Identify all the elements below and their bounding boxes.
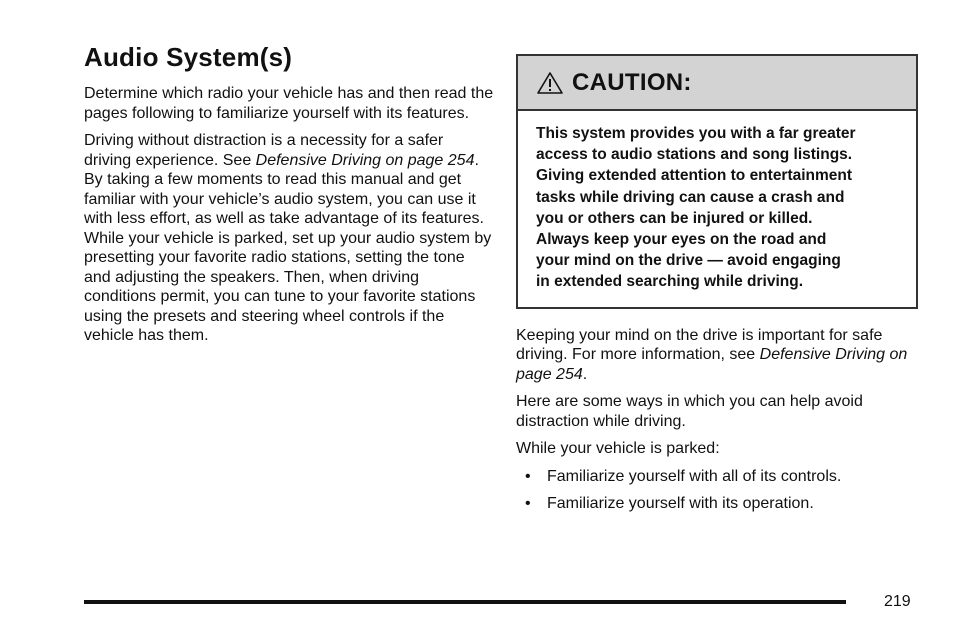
keep-mind-text-b: . [582, 365, 588, 383]
distraction-paragraph [84, 131, 494, 346]
parked-list [516, 467, 918, 514]
keep-mind-text-a: Keeping your mind on the drive is important for safe driving. For more information, see [516, 326, 883, 364]
distraction-text-b: . By taking a few moments to read this manual and get familiar with your vehicle’s audio system, you can use it with less effort, as well as take advantage of its features. While your vehicle is parked, set up your audio system by presetting your favorite radio stations, setting the tone and adjusting the speakers. Then, when driving conditions permit, you can tune to your favorite stations using the presets and steering wheel controls if the vehicle has them. [84, 151, 492, 344]
caution-line: This system provides you with a far greater [536, 125, 856, 142]
list-item [516, 467, 918, 487]
section-title: Audio System(s) [84, 42, 293, 72]
bullet-icon: • [525, 467, 531, 485]
keep-mind-paragraph [516, 326, 918, 385]
list-item [516, 494, 918, 514]
distraction-text-a: Driving without distraction is a necessity for a safer driving experience. See [84, 132, 444, 169]
list-item-text: Familiarize yourself with all of its controls. [547, 467, 842, 485]
intro-paragraph: Determine which radio your vehicle has and then read the pages following to familiarize yourself with its features. [84, 85, 494, 122]
caution-line: Always keep your eyes on the road and [536, 231, 827, 249]
caution-header [518, 56, 916, 111]
footer-rule [84, 600, 846, 604]
parked-paragraph: While your vehicle is parked: [516, 440, 720, 458]
right-text [516, 326, 918, 514]
page-number: 219 [884, 593, 911, 610]
caution-line: your mind on the drive — avoid engaging [536, 252, 841, 270]
caution-text [518, 111, 916, 307]
defensive-driving-reference-2: Defensive Driving on page 254 [516, 346, 908, 383]
warning-triangle-icon [536, 71, 564, 95]
caution-line: access to audio stations and song listings. [536, 146, 853, 164]
ways-paragraph: Here are some ways in which you can help avoid distraction while driving. [516, 393, 863, 430]
left-column [84, 42, 494, 354]
caution-title: CAUTION: [572, 68, 692, 96]
caution-line: in extended searching while driving. [536, 273, 804, 291]
caution-line: Giving extended attention to entertainment [536, 167, 853, 185]
caution-box [516, 54, 918, 309]
defensive-driving-reference: Defensive Driving on page 254 [255, 151, 475, 169]
list-item-text: Familiarize yourself with its operation. [547, 495, 814, 513]
bullet-icon: • [525, 495, 531, 513]
caution-line: you or others can be injured or killed. [536, 209, 813, 227]
caution-line: tasks while driving can cause a crash and [536, 188, 845, 206]
right-column [516, 54, 918, 522]
